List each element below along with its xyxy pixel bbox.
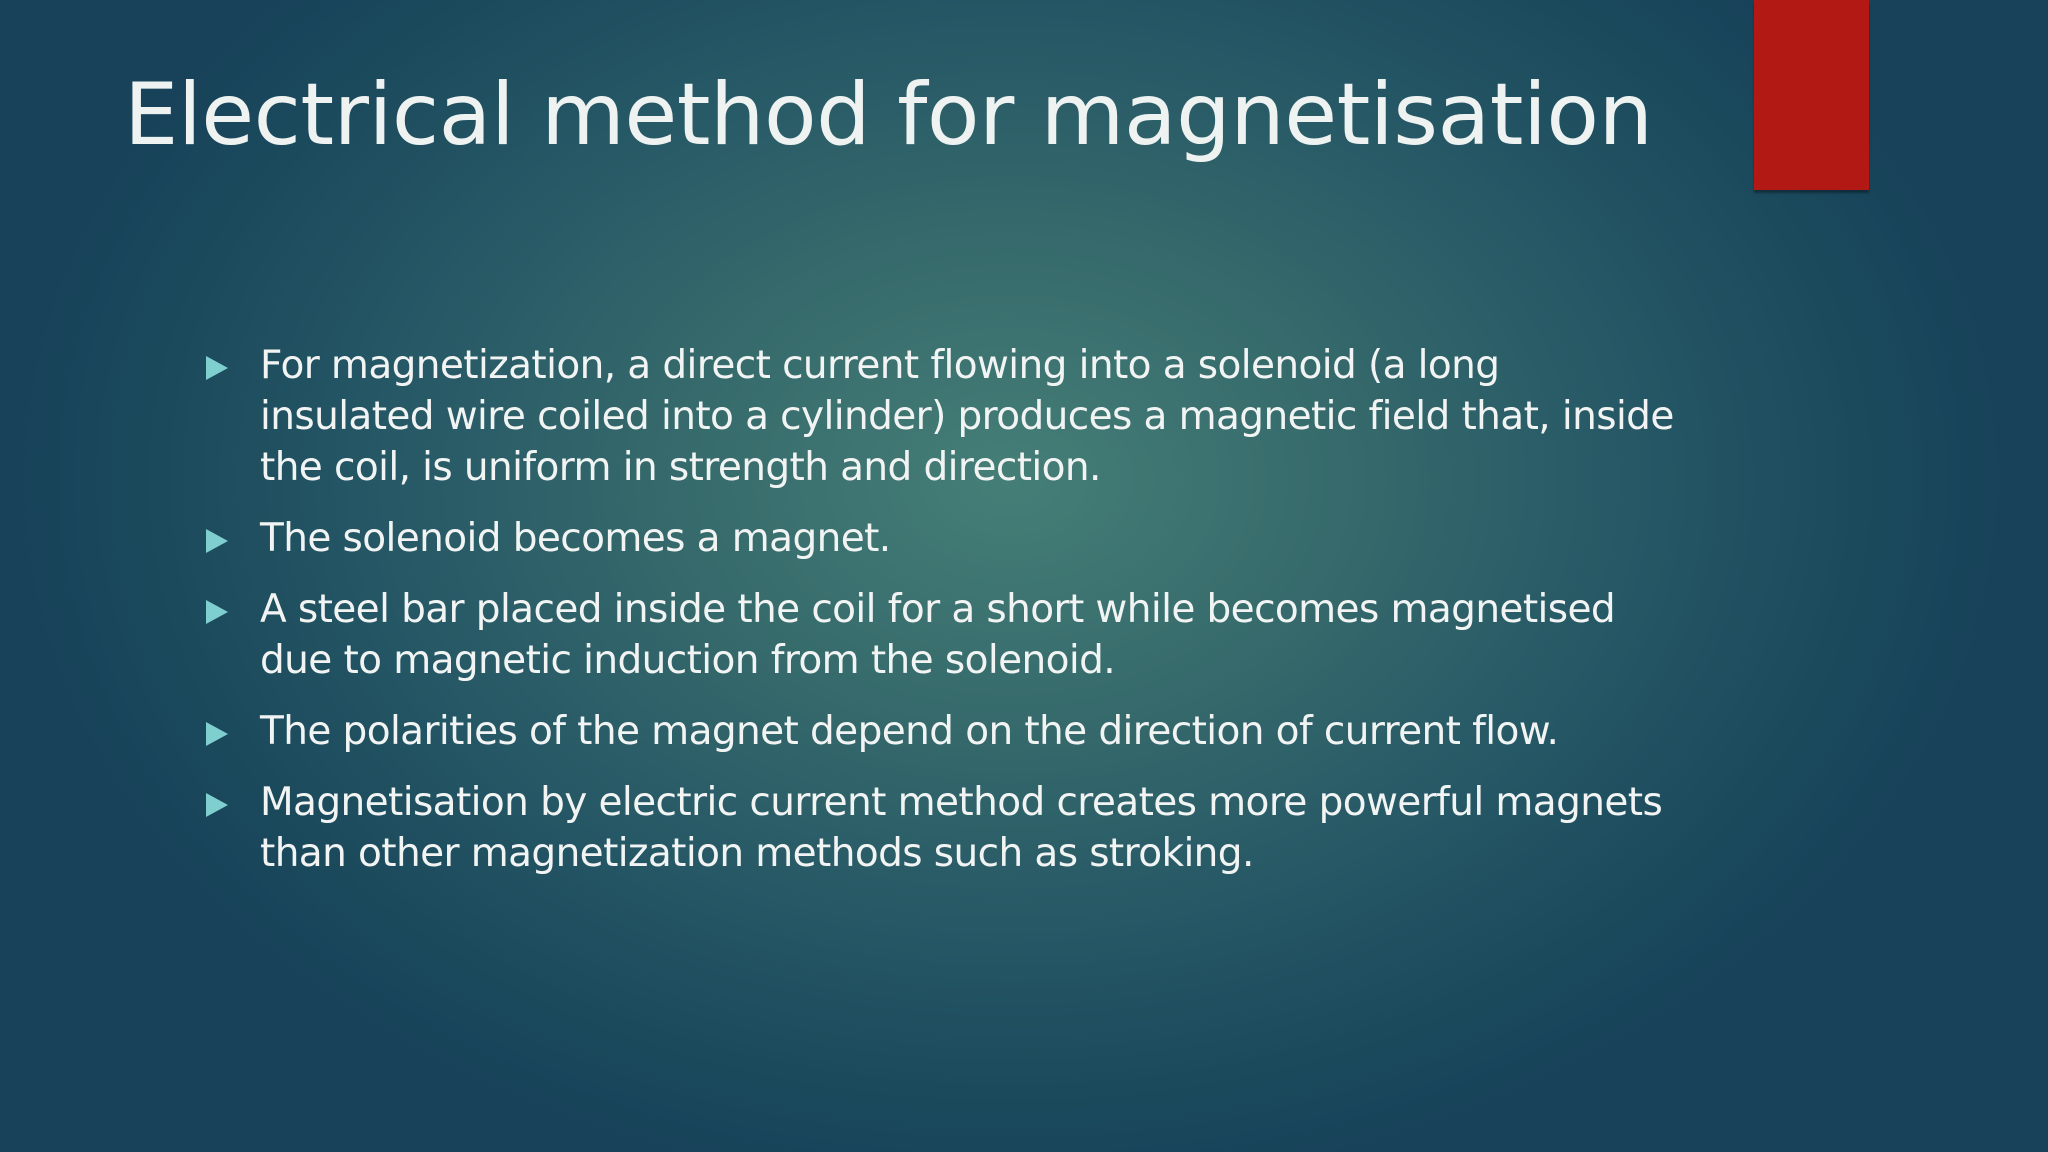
- slide-title: Electrical method for magnetisation: [124, 65, 1653, 165]
- bullet-text: A steel bar placed inside the coil for a short while becomes magnetised due to magnetic induction from the solenoid.: [260, 587, 1616, 683]
- triangle-right-icon: [206, 722, 228, 746]
- bullet-list: [200, 340, 1680, 899]
- bullet-item: [200, 513, 1680, 564]
- bullet-text: For magnetization, a direct current flowing into a solenoid (a long insulated wire coiled into a cylinder) produces a magnetic field that, inside the coil, is uniform in strength and direction.: [260, 343, 1674, 490]
- triangle-right-icon: [206, 529, 228, 553]
- bullet-item: [200, 706, 1680, 757]
- triangle-right-icon: [206, 356, 228, 380]
- triangle-right-icon: [206, 600, 228, 624]
- bullet-text: The solenoid becomes a magnet.: [260, 516, 891, 561]
- bullet-item: [200, 777, 1680, 879]
- bullet-item: [200, 584, 1680, 686]
- triangle-right-icon: [206, 793, 228, 817]
- bullet-text: Magnetisation by electric current method creates more powerful magnets than other magnetization methods such as stroking.: [260, 780, 1663, 876]
- bullet-item: [200, 340, 1680, 493]
- accent-bar: [1754, 0, 1869, 190]
- bullet-text: The polarities of the magnet depend on the direction of current flow.: [260, 709, 1559, 754]
